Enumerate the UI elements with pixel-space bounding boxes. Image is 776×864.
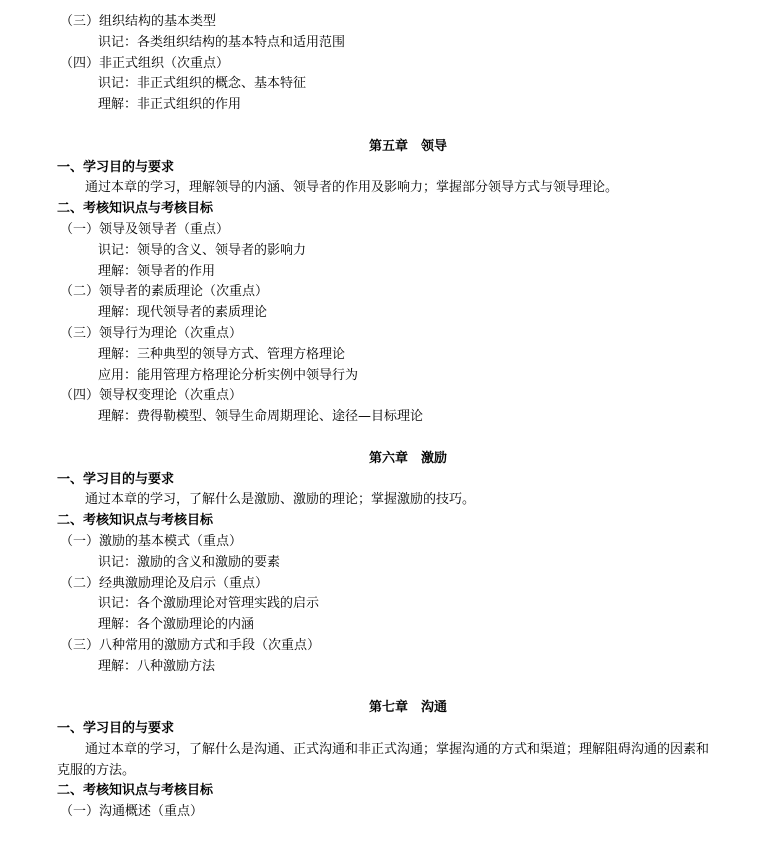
- paragraph: 通过本章的学习，了解什么是沟通、正式沟通和非正式沟通；掌握沟通的方式和渠道；理解阻碍沟通的因素和: [85, 741, 710, 757]
- requirement-line: 理解：三种典型的领导方式、管理方格理论: [98, 346, 346, 362]
- paragraph: 通过本章的学习，了解什么是激励、激励的理论；掌握激励的技巧。: [85, 492, 476, 508]
- requirement-line: 应用：能用管理方格理论分析实例中领导行为: [98, 367, 359, 383]
- chapter-title: 第六章 激励: [368, 450, 447, 466]
- requirement-line: 理解：非正式组织的作用: [98, 97, 242, 113]
- section-heading: （三）组织结构的基本类型: [60, 14, 217, 29]
- paragraph: 通过本章的学习，理解领导的内涵、领导者的作用及影响力；掌握部分领导方式与领导理论。: [85, 180, 619, 196]
- section-heading: （三）领导行为理论（次重点）: [60, 325, 243, 341]
- document-page: [0, 12, 776, 823]
- requirement-line: 理解：现代领导者的素质理论: [98, 305, 268, 321]
- requirement-line: 理解：八种激励方法: [98, 658, 216, 674]
- section-heading: （二）经典激励理论及启示（重点）: [60, 575, 269, 591]
- requirement-line: 理解：费得勒模型、领导生命周期理论、途径—目标理论: [98, 409, 424, 425]
- chapter-title: 第七章 沟通: [368, 700, 447, 716]
- section-heading: （一）激励的基本模式（重点）: [60, 533, 243, 549]
- part-heading: 二、考核知识点与考核目标: [57, 513, 214, 529]
- requirement-line: 识记：领导的含义、领导者的影响力: [98, 242, 307, 258]
- section-heading: （一）领导及领导者（重点）: [60, 221, 230, 237]
- section-heading: （一）沟通概述（重点）: [60, 804, 204, 820]
- chapter-title: 第五章 领导: [368, 138, 447, 154]
- section-heading: （三）八种常用的激励方式和手段（次重点）: [60, 637, 321, 653]
- paragraph-continuation: 克服的方法。: [57, 762, 136, 778]
- part-heading: 一、学习目的与要求: [57, 159, 175, 175]
- requirement-line: 识记：激励的含义和激励的要素: [98, 554, 281, 570]
- requirement-line: 理解：各个激励理论的内涵: [98, 617, 255, 633]
- requirement-line: 识记：非正式组织的概念、基本特征: [98, 76, 307, 92]
- section-heading: （四）非正式组织（次重点）: [60, 55, 230, 71]
- requirement-line: 理解：领导者的作用: [98, 263, 216, 279]
- part-heading: 二、考核知识点与考核目标: [57, 201, 214, 217]
- section-heading: （二）领导者的素质理论（次重点）: [60, 284, 269, 300]
- part-heading: 一、学习目的与要求: [57, 721, 175, 737]
- part-heading: 二、考核知识点与考核目标: [57, 783, 214, 799]
- requirement-line: 识记：各个激励理论对管理实践的启示: [98, 596, 320, 612]
- section-heading: （四）领导权变理论（次重点）: [60, 388, 243, 404]
- part-heading: 一、学习目的与要求: [57, 471, 175, 487]
- requirement-line: 识记：各类组织结构的基本特点和适用范围: [98, 34, 346, 50]
